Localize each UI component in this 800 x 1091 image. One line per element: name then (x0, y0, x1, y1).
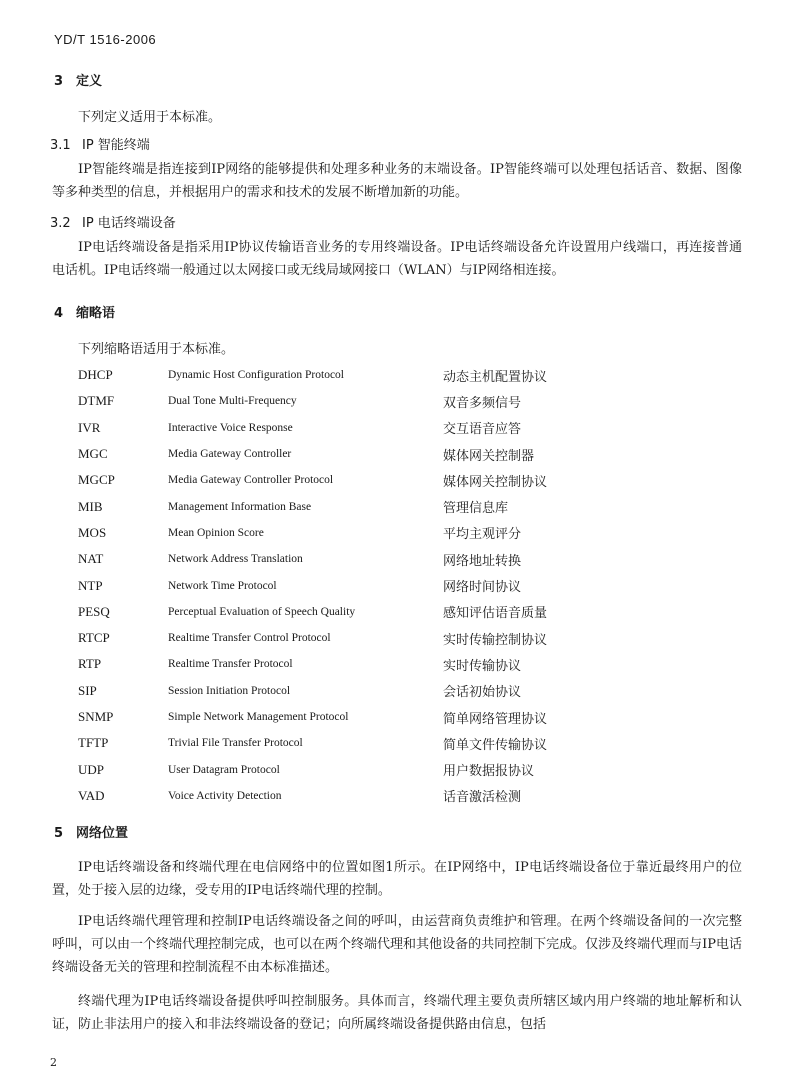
chinese-term: 实时传输控制协议 (443, 632, 548, 648)
section-number: 3.1 (50, 138, 71, 153)
abbreviation: IVR (78, 419, 101, 435)
abbreviation: DHCP (78, 367, 113, 383)
section-title: 缩略语 (76, 306, 116, 321)
abbreviation-row (78, 388, 728, 414)
section-title: 网络位置 (76, 826, 129, 841)
abbreviation: RTCP (78, 630, 110, 646)
abbreviation: NAT (78, 551, 104, 567)
english-term: Simple Network Management Protocol (168, 711, 349, 723)
abbreviation-row (78, 362, 728, 388)
section-3-2-heading (50, 212, 176, 231)
chinese-term: 感知评估语音质量 (443, 606, 548, 622)
section-3-heading (54, 70, 102, 89)
english-term: Dynamic Host Configuration Protocol (168, 369, 344, 382)
abbreviation-row (78, 625, 728, 651)
english-term: Network Time Protocol (168, 579, 277, 592)
chinese-term: 网络地址转换 (443, 553, 522, 569)
chinese-term: 用户数据报协议 (443, 764, 535, 780)
abbreviation-row (78, 730, 728, 756)
abbreviation: PESQ (78, 603, 110, 619)
section-number: 3.2 (50, 216, 71, 231)
section-title: 定义 (76, 74, 103, 89)
abbreviation-row (78, 467, 728, 493)
abbreviation-row (78, 704, 728, 730)
english-term: Voice Activity Detection (168, 789, 282, 802)
abbreviation: VAD (78, 787, 105, 803)
abbreviation: DTMF (78, 393, 115, 409)
abbreviation-row (78, 756, 728, 782)
english-term: Media Gateway Controller Protocol (168, 474, 334, 487)
chinese-term: 网络时间协议 (443, 580, 522, 596)
abbreviation-row (78, 572, 728, 598)
abbreviation: SIP (78, 682, 97, 698)
section-3-intro: 下列定义适用于本标准。 (78, 110, 222, 125)
section-3-1-heading (50, 134, 150, 153)
section-5-paragraph-2: IP电话终端代理管理和控制IP电话终端设备之间的呼叫，由运营商负责维护和管理。在两个终端设备间的一次完整呼叫，可以由一个终端代理控制完成，也可以在两个终端代理和其他设备的共同控制下完成。仅涉及终端代理而与IP电话终端设备无关的管理和控制流程不由本标准描述。 (52, 914, 742, 975)
chinese-term: 平均主观评分 (443, 527, 522, 543)
abbreviation: MGCP (78, 472, 115, 488)
chinese-term: 话音激活检测 (443, 790, 522, 806)
section-5-heading (54, 822, 128, 841)
chinese-term: 实时传输协议 (443, 658, 522, 674)
english-term: Management Information Base (168, 500, 312, 513)
section-4-heading (54, 302, 115, 321)
english-term: Interactive Voice Response (168, 421, 293, 434)
abbreviation-row (78, 415, 728, 441)
section-4-intro: 下列缩略语适用于本标准。 (78, 342, 235, 357)
section-title: IP 智能终端 (82, 138, 150, 153)
english-term: Network Address Translation (168, 553, 303, 566)
english-term: Realtime Transfer Protocol (168, 658, 293, 671)
english-term: Session Initiation Protocol (168, 684, 291, 697)
abbreviation-row (78, 441, 728, 467)
chinese-term: 动态主机配置协议 (443, 369, 548, 385)
english-term: Media Gateway Controller (168, 448, 292, 461)
section-title: IP 电话终端设备 (82, 216, 176, 231)
abbreviation: MOS (78, 524, 107, 540)
abbreviation: NTP (78, 577, 103, 593)
chinese-term: 会话初始协议 (443, 685, 522, 701)
section-3-2-text: IP电话终端设备是指采用IP协议传输语音业务的专用终端设备。IP电话终端设备允许设置用户线端口，再连接普通电话机。IP电话终端一般通过以太网接口或无线局域网接口（WLAN）与IP网络相连接。 (52, 240, 742, 278)
chinese-term: 双音多频信号 (443, 395, 522, 411)
abbreviation-row (78, 493, 728, 519)
section-5-paragraph-1: IP电话终端设备和终端代理在电信网络中的位置如图1所示。在IP网络中，IP电话终端设备位于靠近最终用户的位置，处于接入层的边缘，受专用的IP电话终端代理的控制。 (52, 860, 742, 898)
abbreviation: TFTP (78, 735, 109, 751)
abbreviation-row (78, 783, 728, 809)
chinese-term: 媒体网关控制器 (443, 448, 535, 464)
english-term: User Datagram Protocol (168, 763, 280, 776)
chinese-term: 简单网络管理协议 (443, 711, 548, 727)
chinese-term: 交互语音应答 (443, 422, 522, 438)
chinese-term: 媒体网关控制协议 (443, 474, 548, 490)
section-number: 3 (54, 74, 64, 89)
english-term: Realtime Transfer Control Protocol (168, 632, 331, 645)
abbreviation-row (78, 678, 728, 704)
abbreviation-row (78, 599, 728, 625)
section-3-1-text: IP智能终端是指连接到IP网络的能够提供和处理多种业务的末端设备。IP智能终端可以处理包括话音、数据、图像等多种类型的信息，并根据用户的需求和技术的发展不断增加新的功能。 (52, 162, 742, 200)
abbreviation: RTP (78, 656, 102, 672)
abbreviation: MIB (78, 498, 103, 514)
abbreviation: MGC (78, 446, 108, 462)
english-term: Trivial File Transfer Protocol (168, 737, 303, 750)
abbreviation-row (78, 520, 728, 546)
english-term: Dual Tone Multi-Frequency (168, 395, 297, 408)
standard-code-header: YD/T 1516-2006 (54, 32, 157, 47)
abbreviation-row (78, 546, 728, 572)
abbreviation-row (78, 651, 728, 677)
abbreviation: SNMP (78, 709, 114, 724)
abbreviation-list (78, 362, 728, 809)
section-5-paragraph-3: 终端代理为IP电话终端设备提供呼叫控制服务。具体而言，终端代理主要负责所辖区域内用户终端的地址解析和认证，防止非法用户的接入和非法终端设备的登记；向所属终端设备提供路由信息，包括 (52, 994, 742, 1032)
abbreviation: UDP (78, 761, 105, 777)
chinese-term: 管理信息库 (443, 501, 509, 517)
section-number: 4 (54, 306, 64, 321)
page-number: 2 (50, 1056, 57, 1069)
english-term: Mean Opinion Score (168, 526, 264, 539)
chinese-term: 简单文件传输协议 (443, 737, 548, 753)
english-term: Perceptual Evaluation of Speech Quality (168, 605, 356, 618)
section-number: 5 (54, 826, 64, 841)
